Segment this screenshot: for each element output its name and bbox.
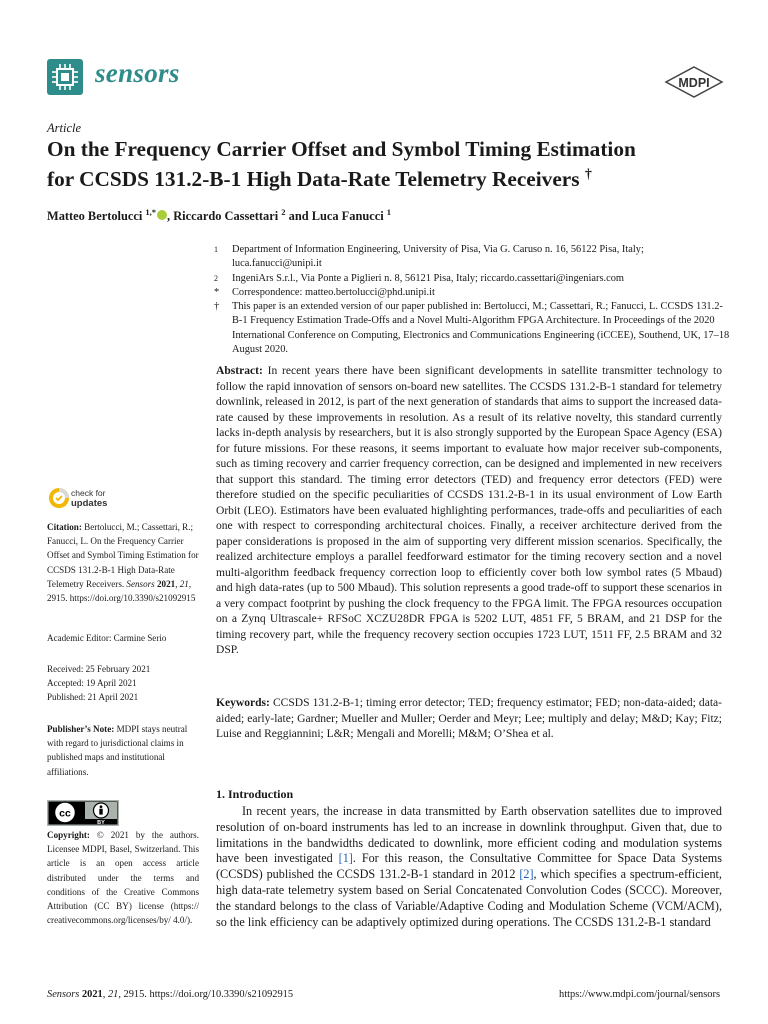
title-line-2: for CCSDS 131.2-B-1 High Data-Rate Telemetry Receivers xyxy=(47,167,580,192)
copyright-text: © 2021 by the authors. Licensee MDPI, Basel, Switzerland. This article is an open access article distributed under the terms and conditions of the Creative Commons Attribution (CC BY) license (https:// creativecommons.org/licenses/by/ 4.0/). xyxy=(47,830,199,926)
author-affiliation-mark: 1,* xyxy=(145,207,157,217)
intro-text: . For this reason, the Consultative Committee for Space Data Systems (CCSDS) published the CCSDS 131.2-B-1 standard in 2012 xyxy=(216,851,722,882)
journal-name[interactable]: sensors xyxy=(95,58,180,88)
author-name[interactable]: Luca Fanucci xyxy=(311,209,384,224)
check-for-updates-button[interactable] xyxy=(47,486,127,516)
abstract-label: Abstract: xyxy=(216,365,263,377)
keywords-label: Keywords: xyxy=(216,697,270,709)
section-heading: 1. Introduction xyxy=(216,787,294,801)
affiliation-text: IngeniArs S.r.l., Via Ponte a Piglieri n. 8, 56121 Pisa, Italy; riccardo.cassettari@ingeniars.com xyxy=(232,272,624,284)
affiliation-item xyxy=(212,272,732,286)
affiliation-mark: * xyxy=(214,286,220,298)
publication-dates xyxy=(47,662,199,705)
check-updates-label: check for xyxy=(71,488,106,498)
citation-label: Citation: xyxy=(47,522,82,532)
citation-doi-link[interactable]: https://doi.org/10.3390/s21092915 xyxy=(69,593,196,604)
affiliation-item xyxy=(212,300,732,357)
accepted-date: Accepted: 19 April 2021 xyxy=(47,678,137,689)
article-type: Article xyxy=(47,121,82,135)
author-affiliation-mark: 2 xyxy=(281,207,286,217)
author-list xyxy=(47,207,391,224)
intro-text: In recent years, the increase in data transmitted by Earth observation satellites due to improved resolution of on-board instruments has led to an increase in downlink throughput. Given that, due to limitations in the bandwidths dedicated to downlink, more efficient coding and modulation systems have been investigated xyxy=(216,804,722,866)
cc-by-license-badge[interactable] xyxy=(47,800,119,826)
affiliation-text: Correspondence: matteo.bertolucci@phd.unipi.it xyxy=(232,286,435,298)
title-dagger: † xyxy=(584,167,592,182)
citation-journal: Sensors xyxy=(126,578,155,589)
intro-paragraph xyxy=(216,804,722,930)
citation-year: 2021 xyxy=(157,578,176,589)
orcid-icon[interactable] xyxy=(157,210,167,220)
footer-doi-link[interactable]: , 2915. https://doi.org/10.3390/s21092915 xyxy=(118,989,294,1000)
author-separator: and xyxy=(285,209,312,224)
citation-pages: , 2915. xyxy=(47,578,192,604)
journal-logo-icon[interactable] xyxy=(47,59,83,95)
copyright-notice xyxy=(47,828,199,927)
footer-year: 2021 xyxy=(81,989,103,1000)
citation-volume: 21 xyxy=(179,578,189,589)
intro-text: , which specifies a spectrum-efficient, high data-rate telemetry system based on Serial Concatenated Convolution Codes (SCCC). Moreover, the standard belongs to the class of Variable/Adaptive Coding and Modulation Scheme (VCM/ACM), so the link efficiency can be adaptively optimized during operations. The CCSDS 131.2-B-1 standard xyxy=(216,867,722,929)
author-affiliation-mark: 1 xyxy=(386,207,392,217)
published-date: Published: 21 April 2021 xyxy=(47,692,139,703)
footer-journal: Sensors xyxy=(47,989,80,1000)
title-line-1: On the Frequency Carrier Offset and Symbol Timing Estimation xyxy=(47,137,636,161)
abstract-text: In recent years there have been significant developments in satellite transmitter technology to follow the rapid innovation of sensors on-board new satellites. The CCSDS 131.2-B-1 standard for telemetry downlink, released in 2012, is part of the next generation of standards that aims to support the increased data-rate caused by these improvements in resolution. As a result of its relative novelty, this standard currently lacks in-depth analysis by researchers, but it is also strongly supported by the European Space Agency (ESA) for future missions. For these reasons, it seems important to evaluate how major receiver sub-components, such as timing recovery and carrier frequency correction, can be designed and implemented in new receivers that support this standard. The timing error detectors (TED) and frequency error detectors (FED) were therefore studied on the specific peculiarities of CCSDS 131.2-B-1 in its usual environment of Low Earth Orbit (LEO). Estimators have been evaluated highlighting performances, trade-offs and peculiarities of each one with respect to corresponding architectural choices. Finally, a receiver architecture derived from the paper considerations is proposed in the aim of supporting very different mission scenarios. Specifically, the realized architecture employs a parallel feedforward estimator for the timing recovery section and a novel multi-algorithm feedback frequency correction loop to efficiently cover both low symbol rates (5 Mbaud) and high data-rates (up to 500 Mbaud). This solution represents a good trade-off to support these scenarios in a very compact footprint by pushing the clock frequency to the FPGA limit. The FPGA resources occupation on a Zynq Ultrascale+ RFSoC XCZU28DR FPGA is 5202 LUT, 4851 FF, 5 BRAM, and 21 DSP for the timing recovery part, while the frequency recovery section occupies 1723 LUT, 1511 FF, 2.5 BRAM and 32 DSP. xyxy=(216,365,722,656)
footer-citation: Sensors 2021, 21, 2915. https://doi.org/10.3390/s21092915 xyxy=(47,989,294,1000)
chip-icon xyxy=(47,59,83,95)
academic-editor: Academic Editor: Carmine Serio xyxy=(47,633,167,643)
keywords-text: CCSDS 131.2-B-1; timing error detector; TED; frequency estimator; FED; non-data-aided; data-aided; early-late; Gardner; Mueller and Muller; Oerder and Meyr; Lee; multiply and delay; M&D; Kay; Fitz; Luise and Reggiannini; L&R; Mengali and Morelli; M&M; O’Shea et al. xyxy=(216,697,722,740)
footer-volume: 21 xyxy=(107,989,119,1000)
svg-text:cc: cc xyxy=(59,807,71,820)
affiliation-mark: † xyxy=(214,301,220,313)
affiliation-mark: 1 xyxy=(214,245,218,254)
publisher-logo[interactable] xyxy=(664,66,724,100)
publisher-note xyxy=(47,722,199,779)
publisher-name: MDPI xyxy=(678,76,710,90)
check-updates-label: updates xyxy=(71,498,108,509)
affiliation-text: Department of Information Engineering, University of Pisa, Via G. Caruso n. 16, 56122 Pisa, Italy; luca.fanucci@unipi.it xyxy=(232,244,644,270)
author-name[interactable]: Riccardo Cassettari xyxy=(173,209,279,224)
abstract xyxy=(216,364,722,659)
citation-text: Bertolucci, M.; Cassettari, R.; Fanucci, L. On the Frequency Carrier Offset and Symbol Timing Estimation for CCSDS 131.2-B-1 High Data-Rate Telemetry Receivers. xyxy=(47,522,199,589)
author-name[interactable]: Matteo Bertolucci xyxy=(47,209,143,224)
author-separator: , xyxy=(167,209,174,224)
affiliation-item xyxy=(212,286,732,300)
check-updates-icon xyxy=(47,486,71,510)
publisher-note-text: MDPI stays neutral with regard to jurisdictional claims in published maps and institutional affiliations. xyxy=(47,724,188,777)
publisher-note-label: Publisher’s Note: xyxy=(47,724,115,734)
citation-block: Citation: Bertolucci, M.; Cassettari, R.; Fanucci, L. On the Frequency Carrier Offset and Symbol Timing Estimation for CCSDS 131.2-B-1 High Data-Rate Telemetry Receivers. Sensors 2021, 21, 2915. https://doi.org/10.3390/s21092915 xyxy=(47,522,199,604)
affiliation-list xyxy=(212,243,732,357)
copyright-label: Copyright: xyxy=(47,830,90,840)
affiliation-item xyxy=(212,243,732,272)
affiliation-mark: 2 xyxy=(214,273,218,283)
article-title xyxy=(47,136,737,192)
affiliation-text: This paper is an extended version of our paper published in: Bertolucci, M.; Cassettari, R.; Fanucci, L. CCSDS 131.2-B-1 Frequency Estimation Trade-Offs and a Novel Multi-Algorithm FPGA Architecture. In Proceedings of the 2020 International Conference on Computing, Electronics and Communications Engineering (iCCEE), Southend, UK, 17–18 August 2020. xyxy=(232,301,730,356)
citation-link[interactable]: [1] xyxy=(338,851,353,866)
cc-by-label: BY xyxy=(97,820,105,826)
footer-journal-url[interactable]: https://www.mdpi.com/journal/sensors xyxy=(559,989,720,1000)
received-date: Received: 25 February 2021 xyxy=(47,664,151,674)
citation-link[interactable]: [2] xyxy=(519,867,534,882)
keywords xyxy=(216,696,722,743)
